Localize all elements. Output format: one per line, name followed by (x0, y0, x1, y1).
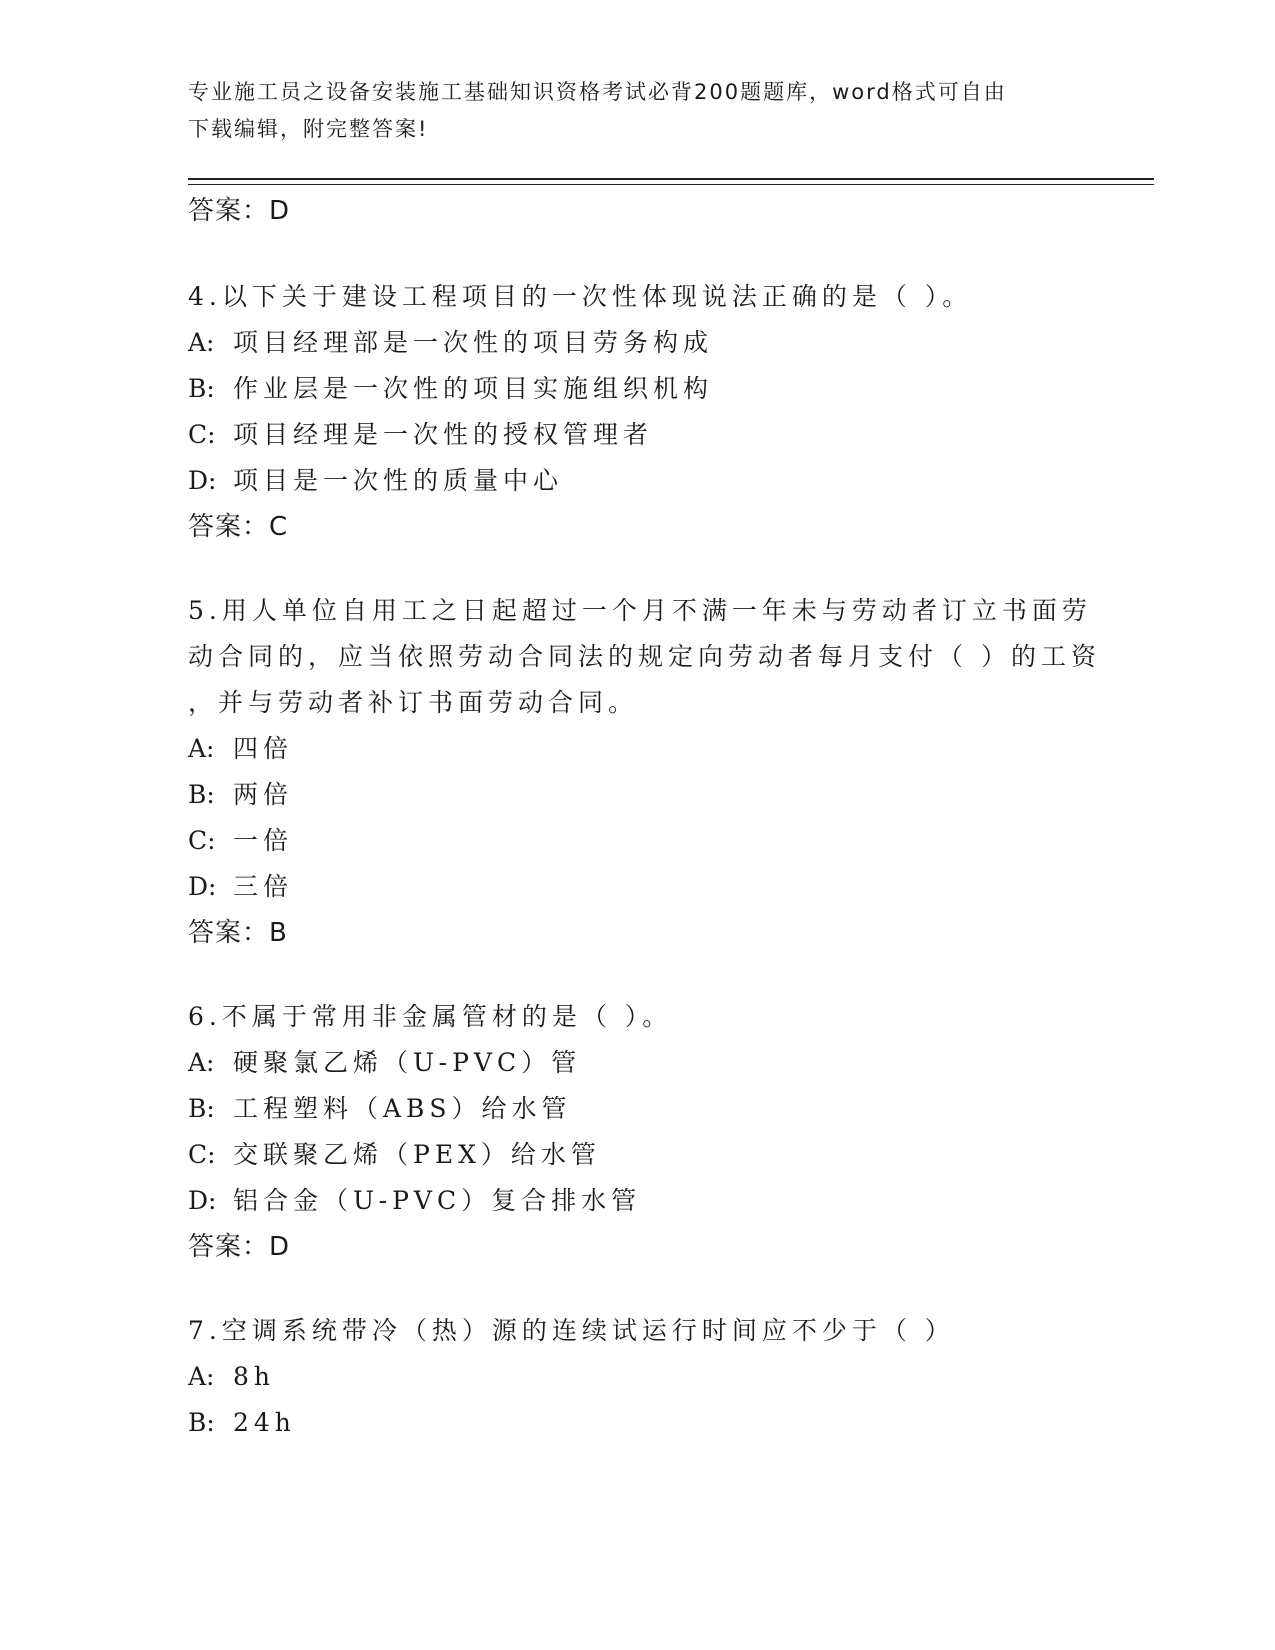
option-b (188, 1086, 1088, 1132)
option-a (188, 1040, 1088, 1086)
question-6 (188, 994, 1088, 1270)
option-text: 四倍 (233, 734, 294, 763)
option-label: B: (188, 780, 215, 809)
option-label: C: (188, 1140, 216, 1169)
question-4 (188, 274, 1088, 550)
option-d (188, 1178, 1088, 1224)
header-rule-thick (188, 178, 1154, 180)
answer-q4: 答案：C (188, 512, 289, 542)
header-line-2: 下载编辑，附完整答案! (188, 117, 429, 141)
option-text: 项目是一次性的质量中心 (233, 466, 564, 495)
option-a (188, 726, 1088, 772)
option-c (188, 1132, 1088, 1178)
option-label: C: (188, 826, 216, 855)
question-5 (188, 588, 1101, 956)
option-text: 项目经理部是一次性的项目劳务构成 (233, 328, 714, 357)
option-text: 硬聚氯乙烯（U-PVC）管 (233, 1048, 582, 1077)
answer-q5: 答案：B (188, 918, 288, 948)
option-label: B: (188, 1408, 215, 1437)
document-header (188, 74, 1088, 148)
option-c (188, 412, 1088, 458)
option-text: 两倍 (233, 780, 294, 809)
option-label: A: (188, 734, 215, 763)
header-line-1: 专业施工员之设备安装施工基础知识资格考试必背200题题库，word格式可自由 (188, 80, 1007, 104)
question-text: 7.空调系统带冷（热）源的连续试运行时间应不少于（ ） (188, 1316, 955, 1345)
option-label: A: (188, 1048, 215, 1077)
option-label: A: (188, 328, 215, 357)
header-rule-thin (188, 184, 1154, 185)
question-text: 4.以下关于建设工程项目的一次性体现说法正确的是（ ）。 (188, 282, 973, 311)
option-a (188, 320, 1088, 366)
question-text: 6.不属于常用非金属管材的是（ ）。 (188, 1002, 673, 1031)
question-text-line-3: ，并与劳动者补订书面劳动合同。 (188, 688, 639, 717)
option-text: 一倍 (233, 826, 294, 855)
answer-q3: 答案：D (188, 196, 291, 226)
option-text: 铝合金（U-PVC）复合排水管 (233, 1186, 642, 1215)
option-b (188, 772, 1088, 818)
option-b (188, 1400, 1088, 1446)
option-d (188, 458, 1088, 504)
option-text: 三倍 (233, 872, 294, 901)
option-text: 项目经理是一次性的授权管理者 (233, 420, 654, 449)
option-label: A: (188, 1362, 215, 1391)
option-text: 作业层是一次性的项目实施组织机构 (233, 374, 714, 403)
option-text: 交联聚乙烯（PEX）给水管 (233, 1140, 601, 1169)
option-label: B: (188, 374, 215, 403)
option-text: 工程塑料（ABS）给水管 (233, 1094, 572, 1123)
document-body (188, 186, 1101, 1446)
question-text-line-2: 动合同的，应当依照劳动合同法的规定向劳动者每月支付（ ）的工资 (188, 642, 1101, 671)
question-text-line-1: 5.用人单位自用工之日起超过一个月不满一年未与劳动者订立书面劳 (188, 596, 1092, 625)
option-label: B: (188, 1094, 215, 1123)
option-label: D: (188, 1186, 217, 1215)
option-label: D: (188, 466, 217, 495)
option-label: C: (188, 420, 216, 449)
option-c (188, 818, 1088, 864)
option-d (188, 864, 1088, 910)
option-b (188, 366, 1088, 412)
question-7 (188, 1308, 1088, 1446)
option-a (188, 1354, 1088, 1400)
answer-q6: 答案：D (188, 1232, 291, 1262)
option-text: 8h (233, 1362, 276, 1391)
option-text: 24h (233, 1408, 296, 1437)
option-label: D: (188, 872, 217, 901)
